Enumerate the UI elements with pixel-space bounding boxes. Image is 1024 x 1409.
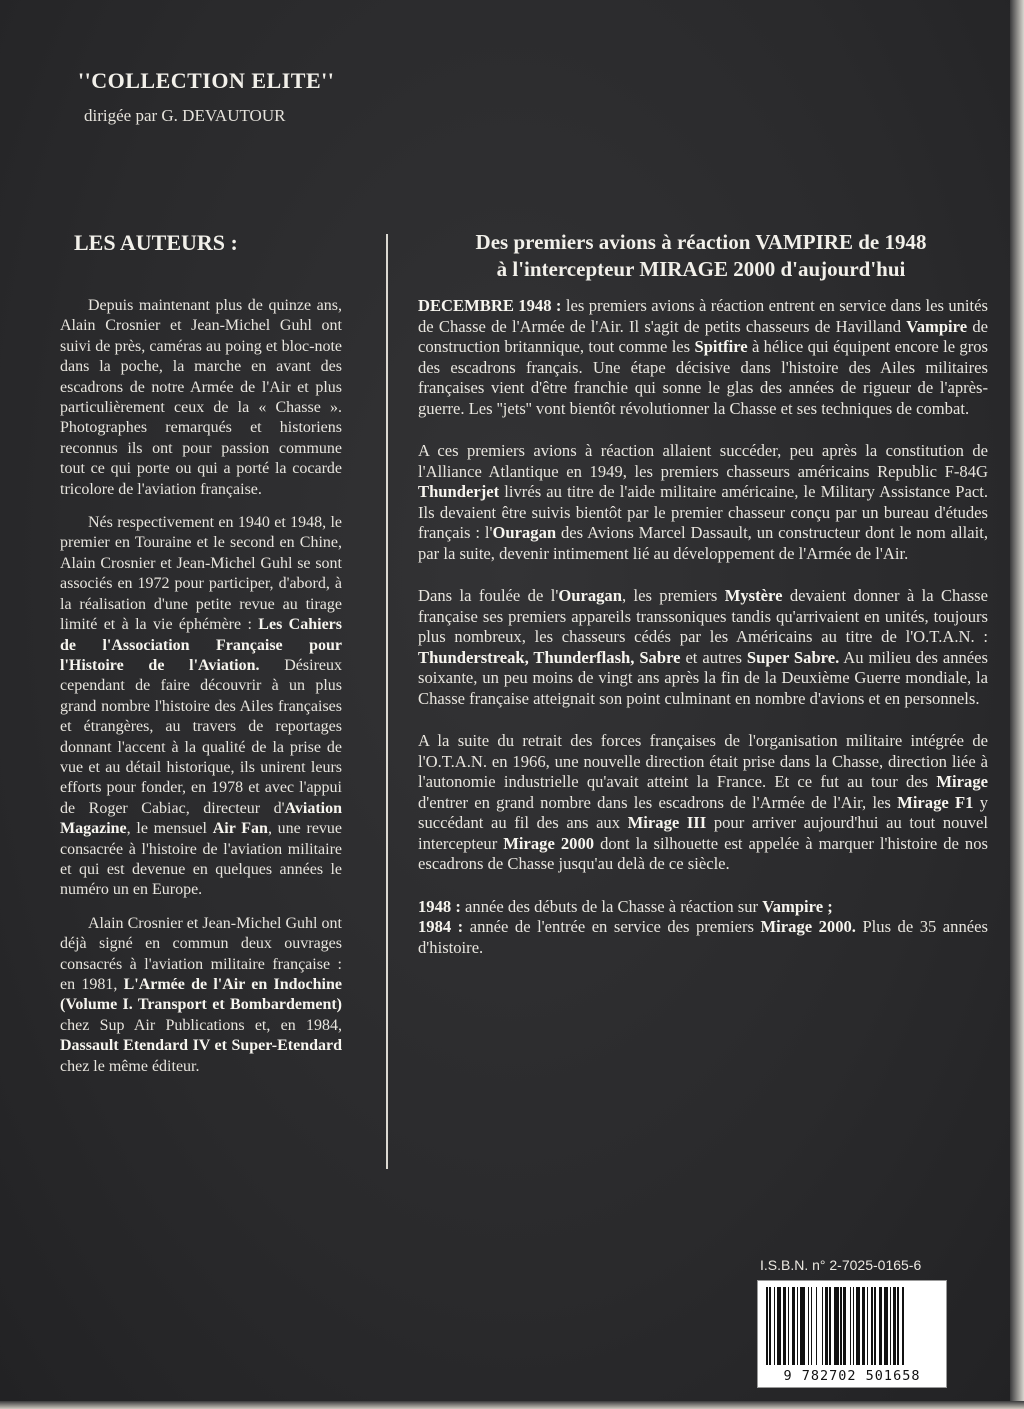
- history-paragraph-4: A la suite du retrait des forces françaises de l'organisation militaire intégrée de l'O.T.A.N. en 1966, une nouvelle direction était prise dans la Chasse, direction liée à l'autonomie industrielle qu'avait atteint la France. Et ce fut au tour des Mirage d'entrer en grand nombre dans les escadrons de l'Armée de l'Air, les Mirage F1 y succédant au fil des ans aux Mirage III pour arriver aujourd'hui au tout nouvel intercepteur Mirage 2000 dont la silhouette est appelée à marquer l'histoire de nos escadrons de Chasse jusqu'au delà de ce siècle.: [418, 731, 989, 873]
- barcode: [757, 1280, 947, 1388]
- collection-director: dirigée par G. DEVAUTOUR: [84, 106, 286, 125]
- authors-paragraph-2: Nés respectivement en 1940 et 1948, le premier en Touraine et le second en Chine, Alain Crosnier et Jean-Michel Guhl se sont associés en 1972 pour participer, d'abord, à la réalisation d'une petite revue au tirage limité et à la vie éphémère : Les Cahiers de l'Association Française pour l'Histoire de l'Aviation. Désireux cependant de faire découvrir à un plus grand nombre l'histoire des Ailes françaises et étrangères, au travers de reportages donnant l'accent à la qualité de la prise de vue et au détail historique, ils unirent leurs efforts pour fonder, en 1978 et avec l'appui de Roger Cabiac, directeur d'Aviation Magazine, le mensuel Air Fan, une revue consacrée à l'histoire de l'aviation militaire et qui est devenue en quelques années le numéro un en Europe.: [60, 514, 343, 899]
- history-paragraph-3: Dans la foulée de l'Ouragan, les premiers Mystère devaient donner à la Chasse française ses premiers appareils transsoniques tandis qu'arrivaient en unités, toujours plus nombreux, les chasseurs cédés par les Américains au titre de l'O.T.A.N. : Thunderstreak, Thunderflash, Sabre et autres Super Sabre. Au milieu des années soixante, un peu moins de vingt ans après la fin de la Deuxième Guerre mondiale, la Chasse française atteignait son point culminant en nombre d'avions et en personnels.: [418, 586, 989, 708]
- column-divider: [386, 234, 388, 1169]
- authors-column: [60, 230, 342, 1090]
- authors-paragraph-1: Depuis maintenant plus de quinze ans, Alain Crosnier et Jean-Michel Guhl ont suivi de près, caméras au poing et bloc-note dans la poche, la marche en avant des escadrons de notre Armée de l'Air et plus particulièrement ceux de la « Chasse ». Photographes remarqués et historiens reconnus ils ont pour passion commune tout ce qui porte ou qui a porté la cocarde tricolore de l'aviation française.: [60, 297, 342, 498]
- history-paragraph-2: A ces premiers avions à réaction allaient succéder, peu après la constitution de l'Alliance Atlantique en 1949, les premiers chasseurs américains Republic F-84G Thunderjet livrés au titre de l'aide militaire américaine, le Military Assistance Pact. Ils devaient être suivis bientôt par le premier chasseur conçu par un bureau d'études français : l'Ouragan des Avions Marcel Dassault, un constructeur dont le nom allait, par la suite, devenir intimement lié au développement de l'Armée de l'Air.: [418, 441, 988, 563]
- history-column: [418, 296, 988, 980]
- barcode-bars: [766, 1287, 938, 1365]
- history-summary: 1948 : année des débuts de la Chasse à réaction sur Vampire ; 1984 : année de l'entrée en service des premiers Mirage 2000. Plus de 35 années d'histoire.: [418, 896, 988, 957]
- main-heading: Des premiers avions à réaction VAMPIRE de 1948 à l'intercepteur MIRAGE 2000 d'aujourd'hui: [475, 230, 927, 281]
- authors-title: LES AUTEURS :: [74, 230, 238, 255]
- collection-title: ''COLLECTION ELITE'': [78, 68, 335, 93]
- barcode-number: 9 782702 501658: [783, 1368, 921, 1384]
- isbn-label: I.S.B.N. n° 2-7025-0165-6: [760, 1257, 922, 1273]
- authors-paragraph-3: Alain Crosnier et Jean-Michel Guhl ont déjà signé en commun deux ouvrages consacrés à l'aviation militaire française : en 1981, L'Armée de l'Air en Indochine (Volume I. Transport et Bombardement) chez Sup Air Publications et, en 1984, Dassault Etendard IV et Super-Etendard chez le même éditeur.: [60, 914, 342, 1075]
- page-edge-right: [1010, 0, 1024, 1409]
- barcode-bar: [904, 1287, 906, 1365]
- page-edge-bottom: [0, 1401, 1024, 1409]
- history-paragraph-1: DECEMBRE 1948 : les premiers avions à réaction entrent en service dans les unités de Chasse de l'Armée de l'Air. Il s'agit de petits chasseurs de Havilland Vampire de construction britannique, tout comme les Spitfire à hélice qui équipent encore le gros des escadrons français. Une étape décisive dans l'histoire des Ailes militaires françaises vient d'être franchie qui sonne le glas des années de rigueur de l'après-guerre. Les ''jets'' vont bientôt révolutionner la Chasse et ses techniques de combat.: [418, 296, 988, 418]
